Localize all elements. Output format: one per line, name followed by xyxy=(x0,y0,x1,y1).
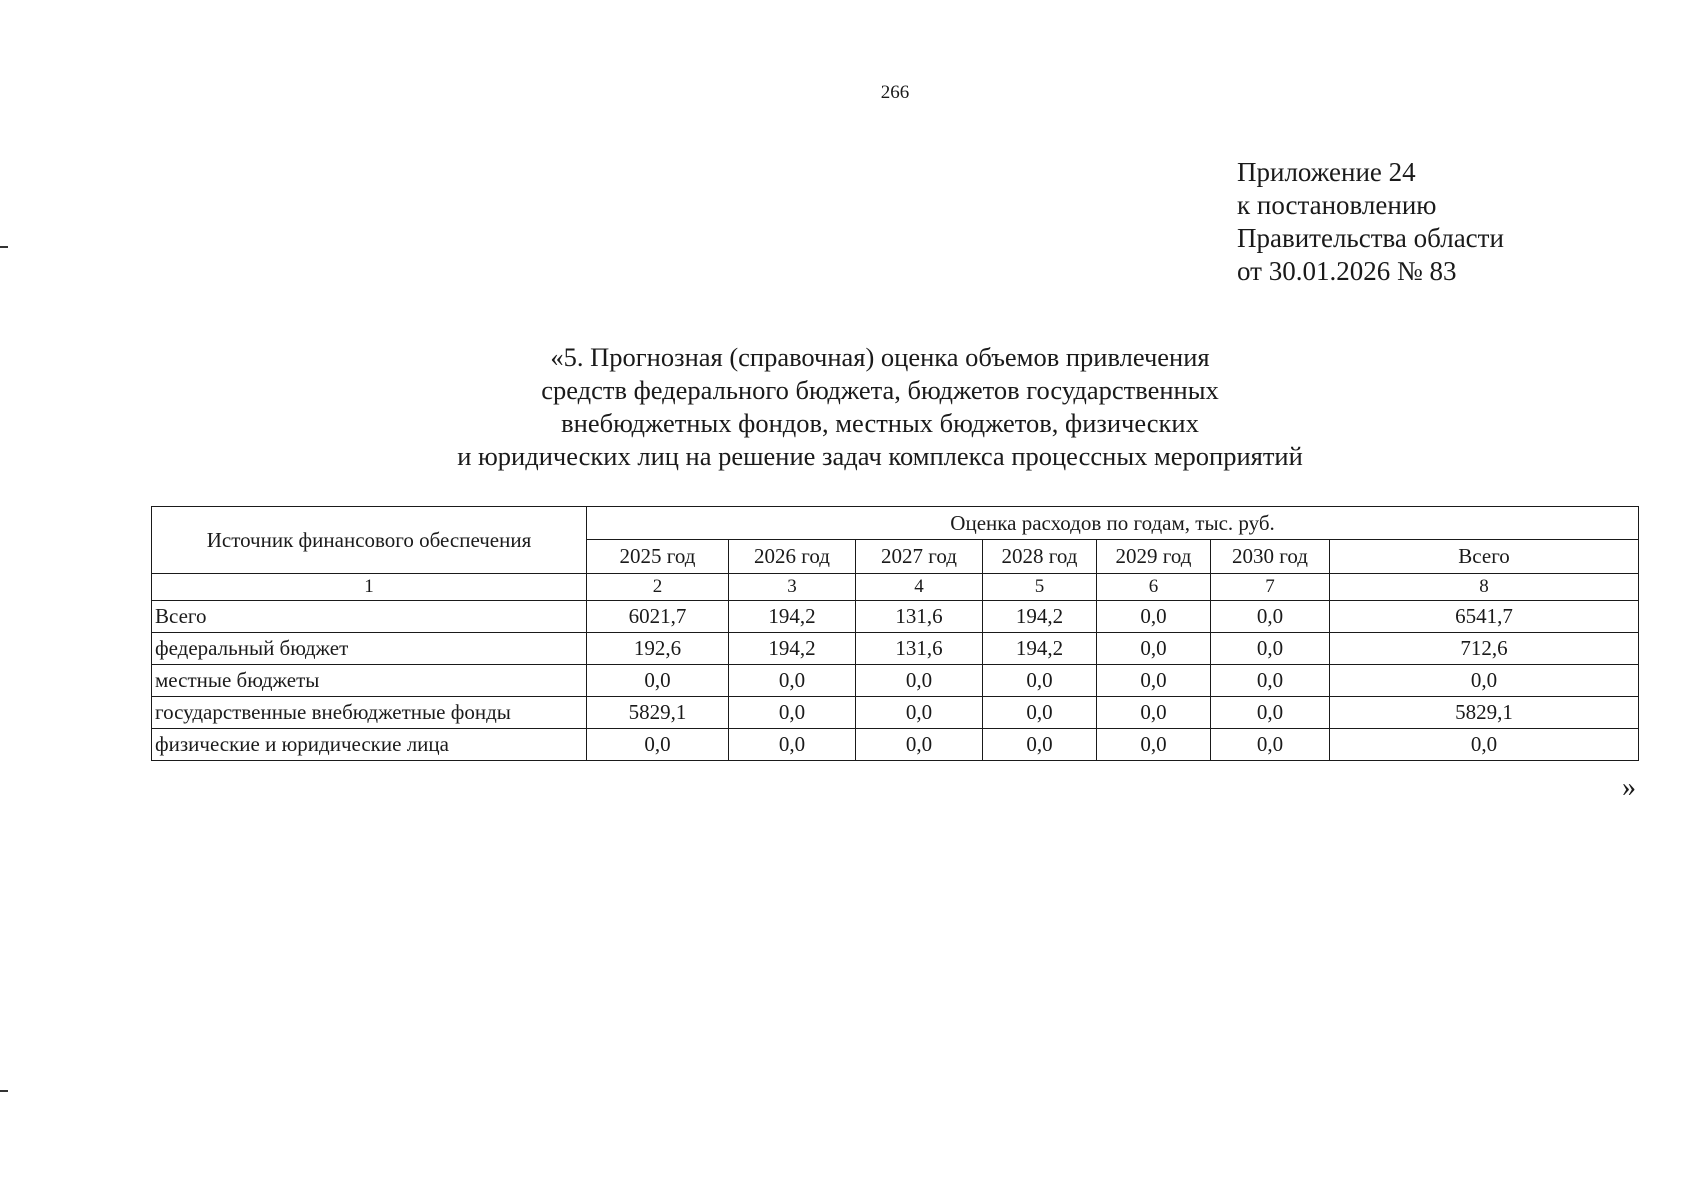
value-cell: 0,0 xyxy=(1211,601,1330,633)
total-cell: 0,0 xyxy=(1330,729,1639,761)
table-row xyxy=(152,601,1639,633)
title-line: средств федерального бюджета, бюджетов государственных xyxy=(541,375,1219,405)
column-number: 5 xyxy=(983,574,1097,601)
value-cell: 131,6 xyxy=(856,633,983,665)
total-cell: 0,0 xyxy=(1330,665,1639,697)
value-cell: 194,2 xyxy=(729,601,856,633)
value-cell: 0,0 xyxy=(1211,729,1330,761)
value-cell: 0,0 xyxy=(729,665,856,697)
title-line: внебюджетных фондов, местных бюджетов, физических xyxy=(561,408,1199,438)
value-cell: 0,0 xyxy=(1097,665,1211,697)
section-title xyxy=(340,341,1420,473)
value-cell: 0,0 xyxy=(983,697,1097,729)
year-header: 2028 год xyxy=(983,540,1097,574)
value-cell: 0,0 xyxy=(1097,697,1211,729)
column-number: 1 xyxy=(152,574,587,601)
value-cell: 0,0 xyxy=(1211,633,1330,665)
appendix-line: от 30.01.2026 № 83 xyxy=(1237,256,1457,286)
total-cell: 712,6 xyxy=(1330,633,1639,665)
year-header: 2026 год xyxy=(729,540,856,574)
value-cell: 0,0 xyxy=(1097,633,1211,665)
value-cell: 192,6 xyxy=(587,633,729,665)
table-row xyxy=(152,665,1639,697)
title-line: «5. Прогнозная (справочная) оценка объемов привлечения xyxy=(550,342,1210,372)
value-cell: 0,0 xyxy=(587,665,729,697)
value-cell: 0,0 xyxy=(587,729,729,761)
total-cell: 5829,1 xyxy=(1330,697,1639,729)
header-row-group xyxy=(152,507,1639,540)
appendix-reference xyxy=(1237,156,1504,288)
value-cell: 194,2 xyxy=(983,633,1097,665)
page-number: 266 xyxy=(880,82,910,103)
value-cell: 0,0 xyxy=(856,665,983,697)
source-cell: федеральный бюджет xyxy=(152,633,587,665)
column-number: 8 xyxy=(1330,574,1639,601)
year-header: 2027 год xyxy=(856,540,983,574)
value-cell: 0,0 xyxy=(729,729,856,761)
value-cell: 0,0 xyxy=(1211,665,1330,697)
title-line: и юридических лиц на решение задач комплекса процессных мероприятий xyxy=(457,441,1303,471)
column-number: 2 xyxy=(587,574,729,601)
appendix-line: Приложение 24 xyxy=(1237,157,1416,187)
value-cell: 0,0 xyxy=(729,697,856,729)
value-cell: 194,2 xyxy=(983,601,1097,633)
value-cell: 0,0 xyxy=(856,697,983,729)
value-cell: 131,6 xyxy=(856,601,983,633)
closing-quote: » xyxy=(1622,772,1636,803)
source-cell: местные бюджеты xyxy=(152,665,587,697)
value-cell: 0,0 xyxy=(1097,729,1211,761)
table-row xyxy=(152,697,1639,729)
value-cell: 0,0 xyxy=(1211,697,1330,729)
appendix-line: к постановлению xyxy=(1237,190,1437,220)
value-cell: 0,0 xyxy=(983,665,1097,697)
value-cell: 0,0 xyxy=(983,729,1097,761)
expense-group-header: Оценка расходов по годам, тыс. руб. xyxy=(587,507,1639,540)
source-cell: государственные внебюджетные фонды xyxy=(152,697,587,729)
column-number: 7 xyxy=(1211,574,1330,601)
source-cell: физические и юридические лица xyxy=(152,729,587,761)
column-number: 3 xyxy=(729,574,856,601)
value-cell: 5829,1 xyxy=(587,697,729,729)
table-row xyxy=(152,633,1639,665)
scan-margin-mark xyxy=(0,246,8,248)
value-cell: 0,0 xyxy=(1097,601,1211,633)
column-number-row xyxy=(152,574,1639,601)
value-cell: 0,0 xyxy=(856,729,983,761)
total-cell: 6541,7 xyxy=(1330,601,1639,633)
year-header: 2030 год xyxy=(1211,540,1330,574)
year-header: 2025 год xyxy=(587,540,729,574)
year-header: 2029 год xyxy=(1097,540,1211,574)
value-cell: 194,2 xyxy=(729,633,856,665)
scan-margin-mark xyxy=(0,1090,8,1092)
source-cell: Всего xyxy=(152,601,587,633)
table-row xyxy=(152,729,1639,761)
appendix-line: Правительства области xyxy=(1237,223,1504,253)
column-number: 6 xyxy=(1097,574,1211,601)
financing-table xyxy=(151,506,1639,761)
value-cell: 6021,7 xyxy=(587,601,729,633)
source-header: Источник финансового обеспечения xyxy=(152,507,587,574)
total-header: Всего xyxy=(1330,540,1639,574)
column-number: 4 xyxy=(856,574,983,601)
